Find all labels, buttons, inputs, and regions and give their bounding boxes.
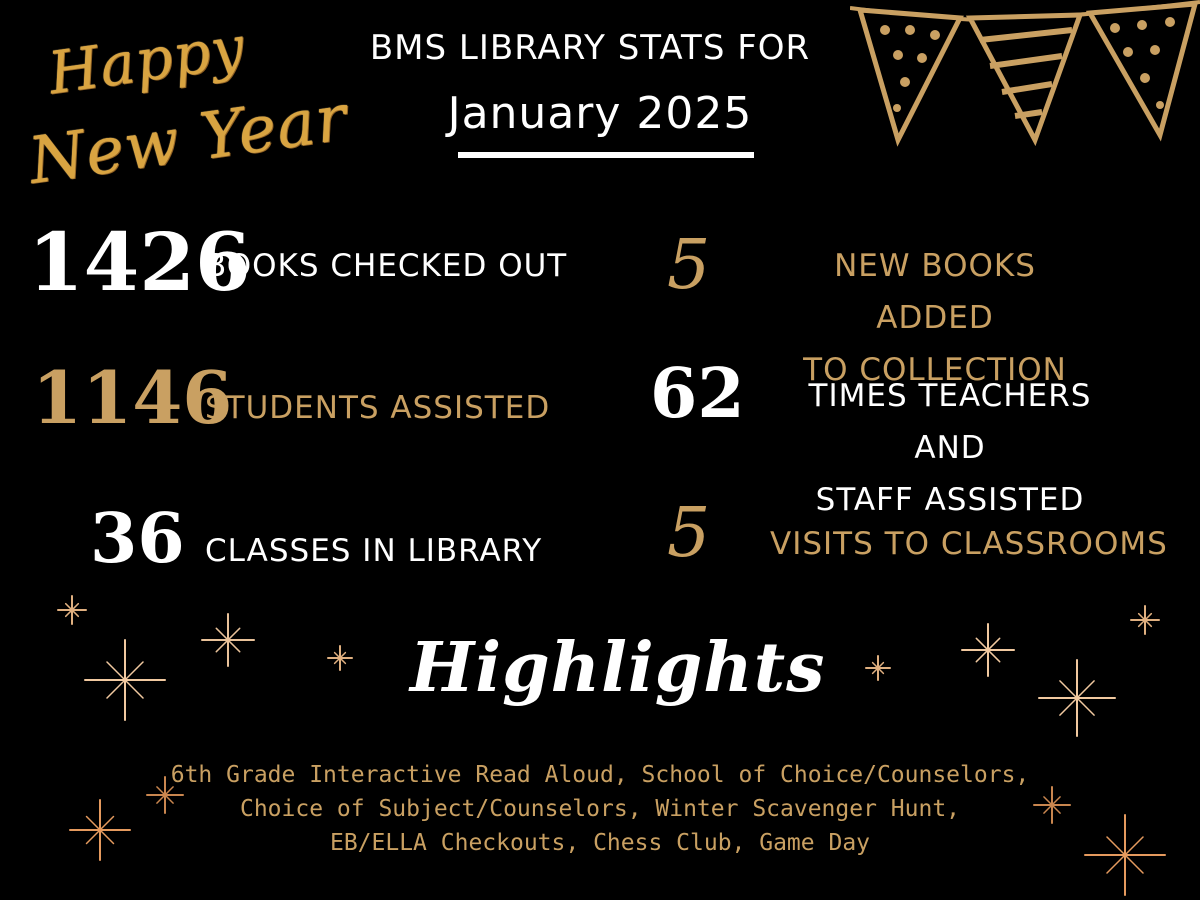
stat-books-checked-out-value: 1426 [28, 215, 251, 309]
sparkle-icon [70, 800, 130, 860]
stat-classes-in-library-value: 36 [90, 499, 185, 579]
title-underline [458, 152, 754, 158]
stat-visits-to-classrooms-label: VISITS TO CLASSROOMS [770, 526, 1168, 562]
sparkle-icon [1085, 815, 1165, 895]
bunting-flags-decoration [850, 0, 1200, 150]
sparkle-icon [202, 614, 254, 666]
highlights-line-2: Choice of Subject/Counselors, Winter Scavenger Hunt, [239, 796, 961, 822]
stat-classes-in-library-label: CLASSES IN LIBRARY [205, 533, 543, 569]
sparkle-icon [328, 646, 352, 670]
page-month: January 2025 [447, 88, 753, 139]
page-title: BMS LIBRARY STATS FOR [369, 28, 811, 68]
stat-books-checked-out-label: BOOKS CHECKED OUT [205, 248, 568, 284]
sparkle-icon [58, 596, 86, 624]
logo-line-new-year: New Year [24, 81, 352, 199]
highlights-line-1: 6th Grade Interactive Read Aloud, School of Choice/Counselors, [170, 762, 1030, 788]
stat-visits-to-classrooms-value: 5 [667, 494, 711, 573]
stat-teachers-assisted-value: 62 [650, 354, 745, 434]
stat-new-books-label-line1: NEW BOOKS ADDED [834, 248, 1036, 336]
highlights-list [150, 758, 1050, 860]
sparkle-icon [866, 656, 890, 680]
stat-new-books-value: 5 [667, 226, 711, 305]
logo-line-happy: Happy [44, 12, 249, 108]
sparkle-icon [85, 640, 165, 720]
sparkle-icon [1131, 606, 1159, 634]
stat-teachers-assisted-label [770, 370, 1130, 526]
stat-teachers-assisted-label-line2: STAFF ASSISTED [815, 482, 1085, 518]
stat-students-assisted-label: STUDENTS ASSISTED [205, 390, 551, 426]
happy-new-year-logo [18, 8, 352, 218]
highlights-title: Highlights [410, 628, 826, 708]
sparkle-icon [1039, 660, 1115, 736]
highlights-line-3: EB/ELLA Checkouts, Chess Club, Game Day [329, 830, 871, 856]
sparkle-icon [962, 624, 1014, 676]
stat-students-assisted-value: 1146 [32, 355, 233, 440]
stat-teachers-assisted-label-line1: TIMES TEACHERS AND [808, 378, 1092, 466]
stat-new-books-label-line2: TO COLLECTION [803, 352, 1067, 388]
